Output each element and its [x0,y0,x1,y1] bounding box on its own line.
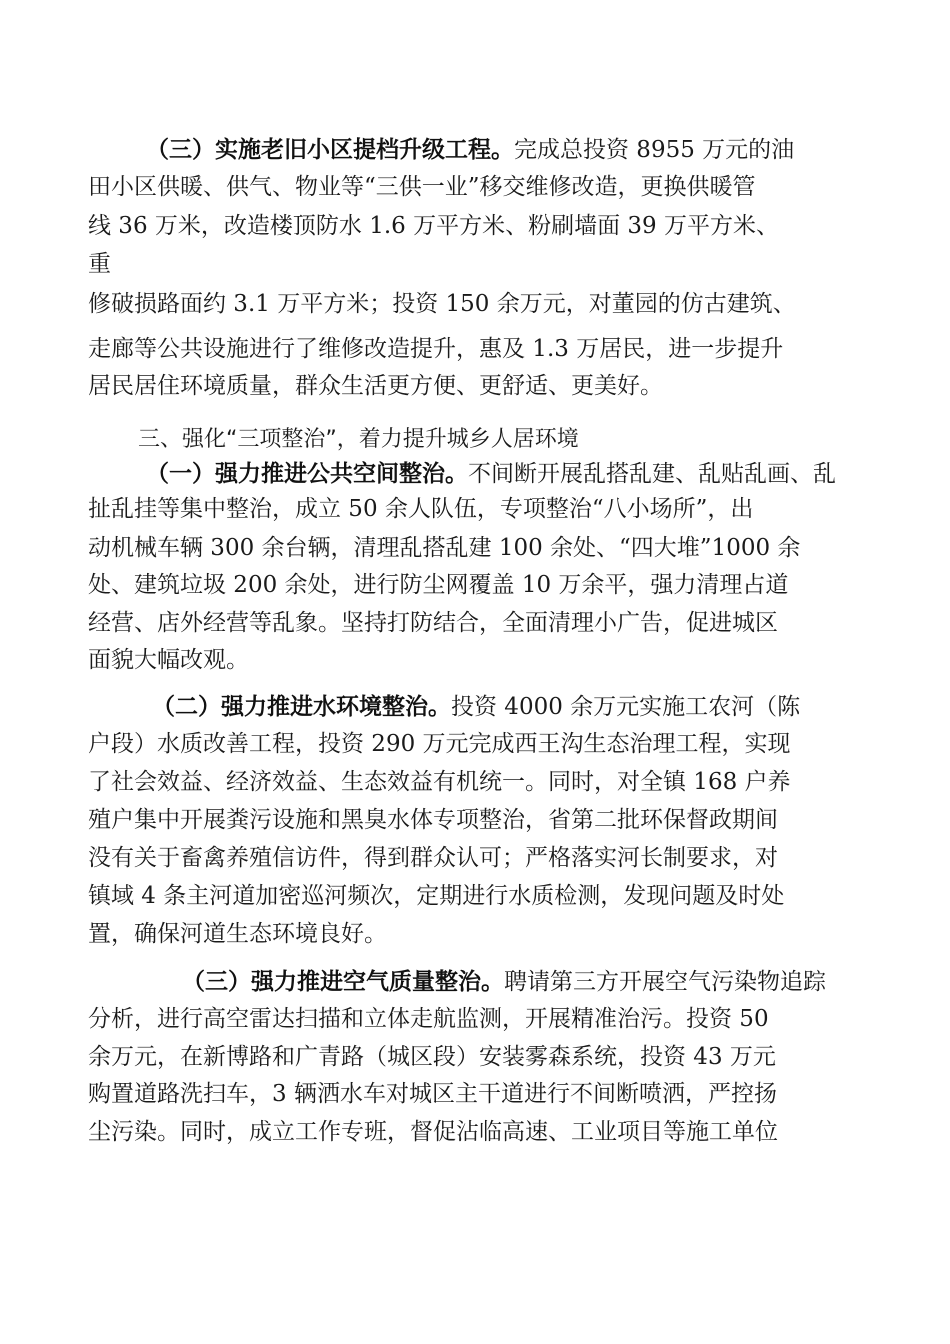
paragraph-line: 尘污染。同时，成立工作专班，督促沾临高速、工业项目等施工单位 [88,1119,778,1145]
paragraph-line [152,692,800,722]
subsection-title: （一）强力推进公共空间整治。 [146,461,468,487]
subsection-title: （三）强力推进空气质量整治。 [182,969,504,995]
paragraph-line: 购置道路洗扫车，3 辆洒水车对城区主干道进行不间断喷洒，严控扬 [88,1081,777,1107]
paragraph-line: 了社会效益、经济效益、生态效益有机统一。同时，对全镇 168 户养 [88,769,791,795]
paragraph-line: 分析，进行高空雷达扫描和立体走航监测，开展精准治污。投资 50 [88,1006,769,1032]
paragraph-line: 余万元，在新博路和广青路（城区段）安装雾森系统，投资 43 万元 [88,1044,776,1070]
paragraph-line [146,459,836,489]
subsection-title: （三）实施老旧小区提档升级工程。 [146,137,514,163]
paragraph-line [146,135,794,165]
paragraph-line: 动机械车辆 300 余台辆，清理乱搭乱建 100 余处、“四大堆”1000 余 [88,535,801,561]
paragraph-line: 走廊等公共设施进行了维修改造提升，惠及 1.3 万居民，进一步提升 [88,336,784,362]
paragraph-line: 经营、店外经营等乱象。坚持打防结合，全面清理小广告，促进城区 [88,610,778,636]
paragraph-line: 户段）水质改善工程，投资 290 万元完成西王沟生态治理工程，实现 [88,731,791,757]
paragraph-text: 投资 4000 余万元实施工农河（陈 [451,694,801,720]
paragraph-line: 居民居住环境质量，群众生活更方便、更舒适、更美好。 [88,373,663,399]
paragraph-line: 修破损路面约 3.1 万平方米；投资 150 余万元，对董园的仿古建筑、 [88,291,796,317]
paragraph-line: 镇域 4 条主河道加密巡河频次，定期进行水质检测，发现问题及时处 [88,883,785,909]
paragraph-line: 线 36 万米，改造楼顶防水 1.6 万平方米、粉刷墙面 39 万平方米、 [88,213,779,239]
subsection-title: （二）强力推进水环境整治。 [152,694,451,720]
paragraph-line: 面貌大幅改观。 [88,647,249,673]
paragraph-line: 殖户集中开展粪污设施和黑臭水体专项整治，省第二批环保督政期间 [88,807,778,833]
paragraph-line: 田小区供暖、供气、物业等“三供一业”移交维修改造，更换供暖管 [88,174,756,200]
paragraph-text: 聘请第三方开展空气污染物追踪 [504,969,826,995]
paragraph-text: 不间断开展乱搭乱建、乱贴乱画、乱 [468,461,836,487]
section-heading: 三、强化“三项整治”，着力提升城乡人居环境 [138,427,579,452]
paragraph-line: 扯乱挂等集中整治，成立 50 余人队伍，专项整治“八小场所”，出 [88,496,754,522]
paragraph-line [182,967,826,997]
paragraph-line: 置，确保河道生态环境良好。 [88,921,387,947]
paragraph-line: 处、建筑垃圾 200 余处，进行防尘网覆盖 10 万余平，强力清理占道 [88,572,789,598]
paragraph-line: 重 [88,251,111,277]
paragraph-line: 没有关于畜禽养殖信访件，得到群众认可；严格落实河长制要求，对 [88,845,778,871]
paragraph-text: 完成总投资 8955 万元的油 [514,137,795,163]
